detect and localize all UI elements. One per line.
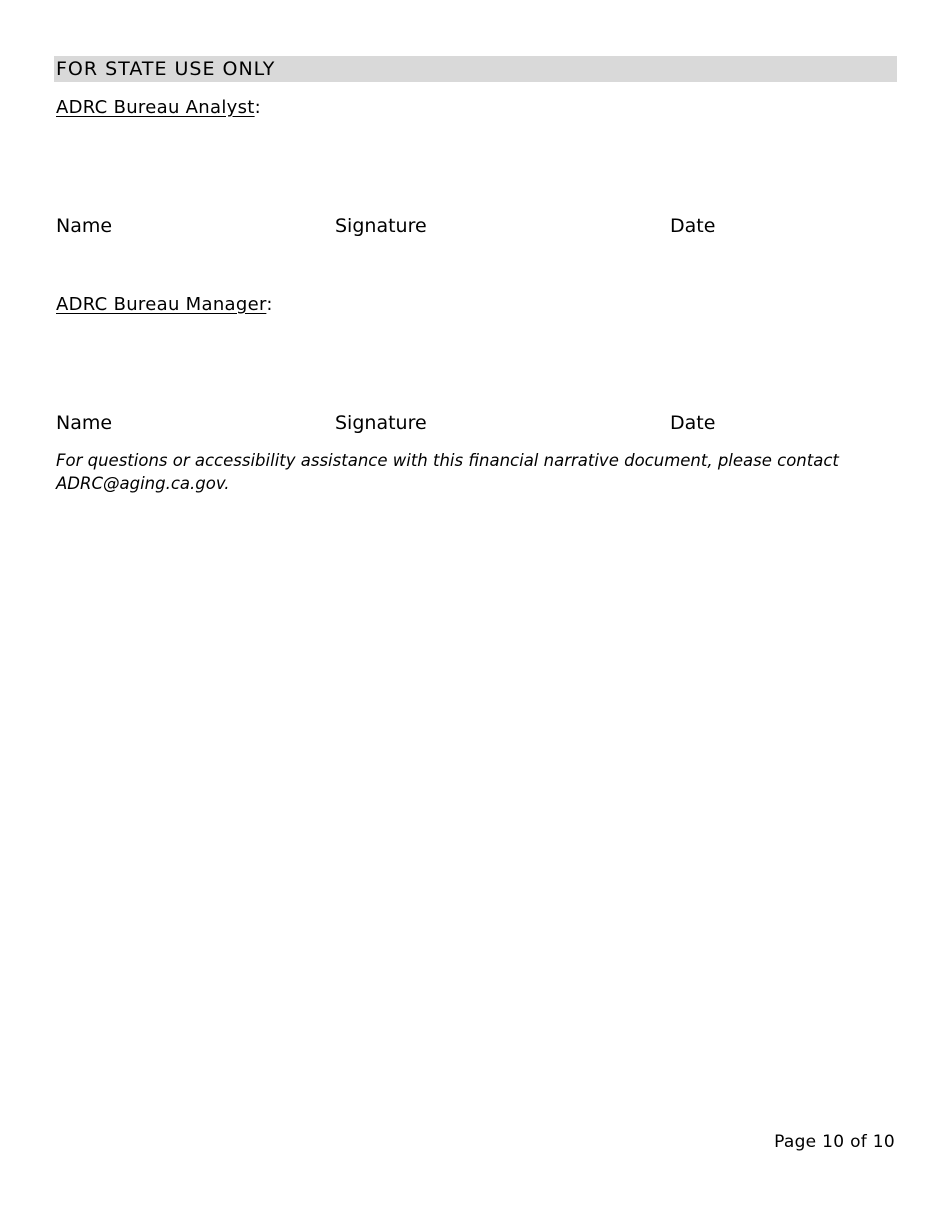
analyst-signature-row bbox=[56, 213, 896, 239]
manager-role-title: ADRC Bureau Manager bbox=[56, 294, 267, 315]
analyst-date-label: Date bbox=[670, 215, 716, 237]
analyst-role-colon: : bbox=[254, 97, 261, 118]
manager-signature-row bbox=[56, 410, 896, 436]
manager-signature-label: Signature bbox=[335, 412, 427, 434]
analyst-role-label bbox=[56, 96, 261, 120]
analyst-name-label: Name bbox=[56, 215, 113, 237]
analyst-role-title: ADRC Bureau Analyst bbox=[56, 97, 255, 118]
manager-date-label: Date bbox=[670, 412, 716, 434]
analyst-signature-label: Signature bbox=[335, 215, 427, 237]
state-use-banner: FOR STATE USE ONLY bbox=[54, 56, 897, 82]
manager-name-label: Name bbox=[56, 412, 113, 434]
manager-role-colon: : bbox=[266, 294, 273, 315]
page-number: Page 10 of 10 bbox=[774, 1132, 895, 1152]
manager-role-label bbox=[56, 293, 273, 317]
accessibility-contact-note: For questions or accessibility assistance with this financial narrative document, please contact ADRC@aging.ca.gov. bbox=[56, 451, 839, 493]
